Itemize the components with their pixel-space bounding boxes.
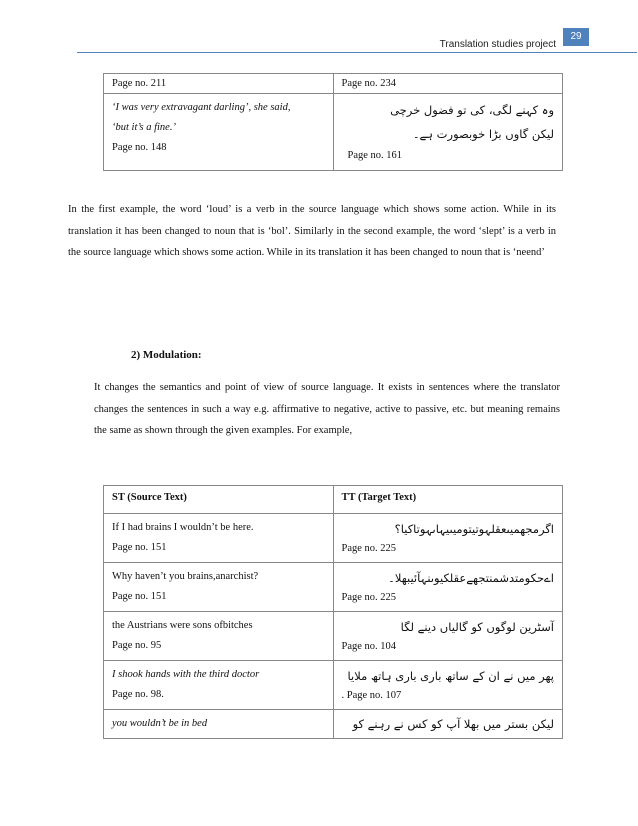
table-row bbox=[104, 612, 563, 661]
page-ref: Page no. 161 bbox=[347, 150, 403, 161]
example-table-1 bbox=[103, 73, 563, 171]
page-ref: Page no. 148 bbox=[112, 142, 167, 153]
table-cell bbox=[104, 612, 334, 661]
table-row bbox=[104, 710, 563, 739]
table-cell: Page no. 234 bbox=[333, 74, 563, 94]
table-cell bbox=[333, 94, 563, 171]
page-ref: Page no. 98. bbox=[112, 689, 164, 700]
page-ref: . Page no. 107 bbox=[341, 690, 402, 701]
target-text: اےحکومتدشمنتجھےعقلکیوںنہآئیبھلا۔ bbox=[388, 571, 554, 585]
table-cell bbox=[333, 710, 563, 739]
table-cell bbox=[104, 563, 334, 612]
header-rule bbox=[77, 52, 637, 53]
page-number: 29 bbox=[563, 28, 589, 46]
modulation-table bbox=[103, 485, 563, 739]
header-title: Translation studies project bbox=[439, 39, 556, 50]
target-text: اگرمجھمیںعقلہوتیتومیںیہاںہوتاکیا؟ bbox=[394, 522, 554, 536]
source-text: I shook hands with the third doctor bbox=[112, 669, 260, 680]
section-heading: 2) Modulation: bbox=[131, 349, 202, 361]
target-text: لیکن بستر میں بھلا آپ کو کس نے رہنے کو bbox=[352, 717, 554, 731]
target-text: پھر میں نے ان کے ساتھ باری باری ہاتھ ملایا bbox=[347, 669, 554, 683]
source-line: ‘but it’s a fine.’ bbox=[112, 122, 176, 133]
table-cell bbox=[104, 710, 334, 739]
table-cell bbox=[104, 514, 334, 563]
page-ref: Page no. 104 bbox=[341, 641, 397, 652]
table-header-row bbox=[104, 486, 563, 514]
source-line: ‘I was very extravagant darling’, she said, bbox=[112, 102, 291, 113]
table-row bbox=[104, 94, 563, 171]
page-ref: Page no. 225 bbox=[341, 592, 397, 603]
table-row bbox=[104, 514, 563, 563]
table-cell bbox=[333, 514, 563, 563]
source-text: Why haven’t you brains,anarchist? bbox=[112, 571, 259, 582]
table-row bbox=[104, 74, 563, 94]
column-header: TT (Target Text) bbox=[333, 486, 563, 514]
table-cell bbox=[333, 661, 563, 710]
table-cell bbox=[104, 661, 334, 710]
source-text: the Austrians were sons ofbitches bbox=[112, 620, 253, 631]
table-row bbox=[104, 661, 563, 710]
table-row bbox=[104, 563, 563, 612]
table-cell: Page no. 211 bbox=[104, 74, 334, 94]
column-header: ST (Source Text) bbox=[104, 486, 334, 514]
urdu-line: لیکن گاوں بڑا خوبصورت ہے۔ bbox=[412, 127, 554, 141]
page-ref: Page no. 151 bbox=[112, 591, 167, 602]
source-text: If I had brains I wouldn’t be here. bbox=[112, 522, 254, 533]
urdu-line: وہ کہنے لگی، کی تو فضول خرچی bbox=[390, 103, 554, 117]
page-ref: Page no. 225 bbox=[341, 543, 397, 554]
page-ref: Page no. 151 bbox=[112, 542, 167, 553]
paragraph: In the first example, the word ‘loud’ is a verb in the source language which shows some action. While in its translation it has been changed to noun that is ‘bol’. Similarly in the second example, the word ‘slept’ is a verb in the source language which shows some action. While in its translation it has been changed to noun that is ‘neend’ bbox=[68, 204, 556, 258]
target-text: آسٹرین لوگوں کو گالیاں دینے لگا bbox=[400, 620, 554, 634]
paragraph: It changes the semantics and point of view of source language. It exists in sentences where the translator changes the sentences in such a way e.g. affirmative to negative, active to passive, etc. but meaning remains the same as shown through the given examples. For example, bbox=[94, 382, 560, 436]
table-cell bbox=[333, 612, 563, 661]
table-cell bbox=[333, 563, 563, 612]
source-text: you wouldn’t be in bed bbox=[112, 718, 208, 729]
table-cell bbox=[104, 94, 334, 171]
page-ref: Page no. 95 bbox=[112, 640, 162, 651]
